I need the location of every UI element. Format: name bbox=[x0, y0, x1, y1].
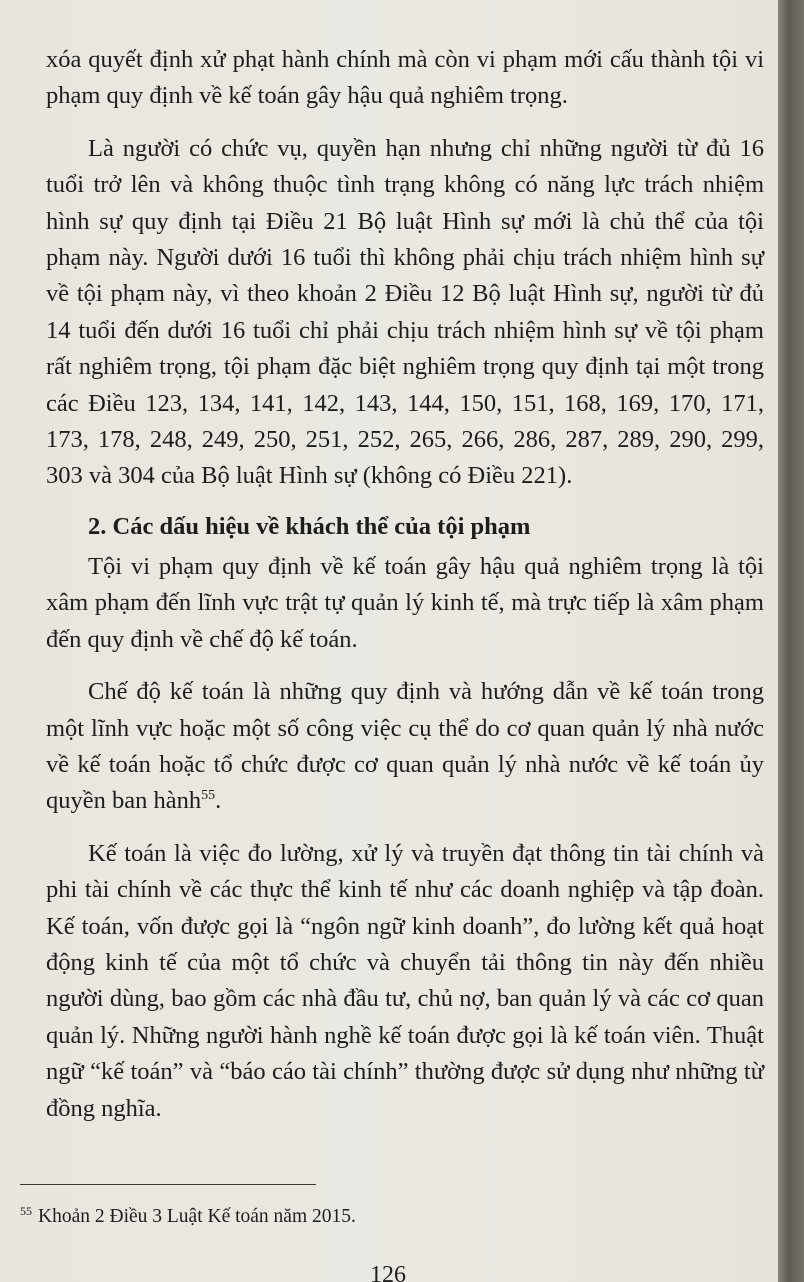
footnote-number: 55 bbox=[20, 1203, 32, 1218]
book-spine-edge bbox=[778, 0, 804, 1282]
paragraph-accounting-regime-end: . bbox=[215, 787, 222, 815]
footnote bbox=[20, 1203, 356, 1228]
footnote-reference: 55 bbox=[201, 788, 216, 804]
paragraph-accounting-regime bbox=[46, 674, 764, 820]
paragraph-accounting-definition: Kế toán là việc đo lường, xử lý và truyền đạt thông tin tài chính và phi tài chính về các thực thể kinh tế như các doanh nghiệp và tập đoàn. Kế toán, vốn được gọi là “ngôn ngữ kinh doanh”, đo lường kết quả hoạt động kinh tế của một tổ chức và chuyển tải thông tin này đến nhiều người dùng, bao gồm các nhà đầu tư, chủ nợ, ban quản lý và các cơ quan quản lý. Những người hành nghề kế toán được gọi là kế toán viên. Thuật ngữ “kế toán” và “báo cáo tài chính” thường được sử dụng như những từ đồng nghĩa. bbox=[46, 839, 764, 1122]
footnote-text: Khoản 2 Điều 3 Luật Kế toán năm 2015. bbox=[38, 1206, 356, 1227]
footnote-divider bbox=[20, 1184, 316, 1185]
paragraph-subject-of-crime: Là người có chức vụ, quyền hạn nhưng chỉ những người từ đủ 16 tuổi trở lên và không thuộc tình trạng không có năng lực trách nhiệm hình sự quy định tại Điều 21 Bộ luật Hình sự mới là chủ thể của tội phạm này. Người dưới 16 tuổi thì không phải chịu trách nhiệm hình sự về tội phạm này, vì theo khoản 2 Điều 12 Bộ luật Hình sự, người từ đủ 14 tuổi đến dưới 16 tuổi chỉ phải chịu trách nhiệm hình sự về tội phạm rất nghiêm trọng, tội phạm đặc biệt nghiêm trọng quy định tại một trong các Điều 123, 134, 141, 142, 143, 144, 150, 151, 168, 169, 170, 171, 173, 178, 248, 249, 250, 251, 252, 265, 266, 286, 287, 289, 290, 299, 303 và 304 của Bộ luật Hình sự (không có Điều 221). bbox=[46, 134, 764, 490]
paragraph-accounting-regime-text: Chế độ kế toán là những quy định và hướng dẫn về kế toán trong một lĩnh vực hoặc một số công việc cụ thể do cơ quan quản lý nhà nước về kế toán hoặc tổ chức được cơ quan quản lý nhà nước về kế toán ủy quyền ban hành bbox=[46, 678, 764, 815]
paragraph-continuation: xóa quyết định xử phạt hành chính mà còn vi phạm mới cấu thành tội vi phạm quy định về kế toán gây hậu quả nghiêm trọng. bbox=[46, 46, 764, 110]
paragraph-object-of-crime: Tội vi phạm quy định về kế toán gây hậu quả nghiêm trọng là tội xâm phạm đến lĩnh vực trật tự quản lý kinh tế, mà trực tiếp là xâm phạm đến quy định về chế độ kế toán. bbox=[46, 552, 764, 653]
section-heading: 2. Các dấu hiệu về khách thể của tội phạm bbox=[88, 512, 531, 540]
body-text bbox=[46, 42, 764, 1127]
page-number: 126 bbox=[370, 1262, 406, 1282]
